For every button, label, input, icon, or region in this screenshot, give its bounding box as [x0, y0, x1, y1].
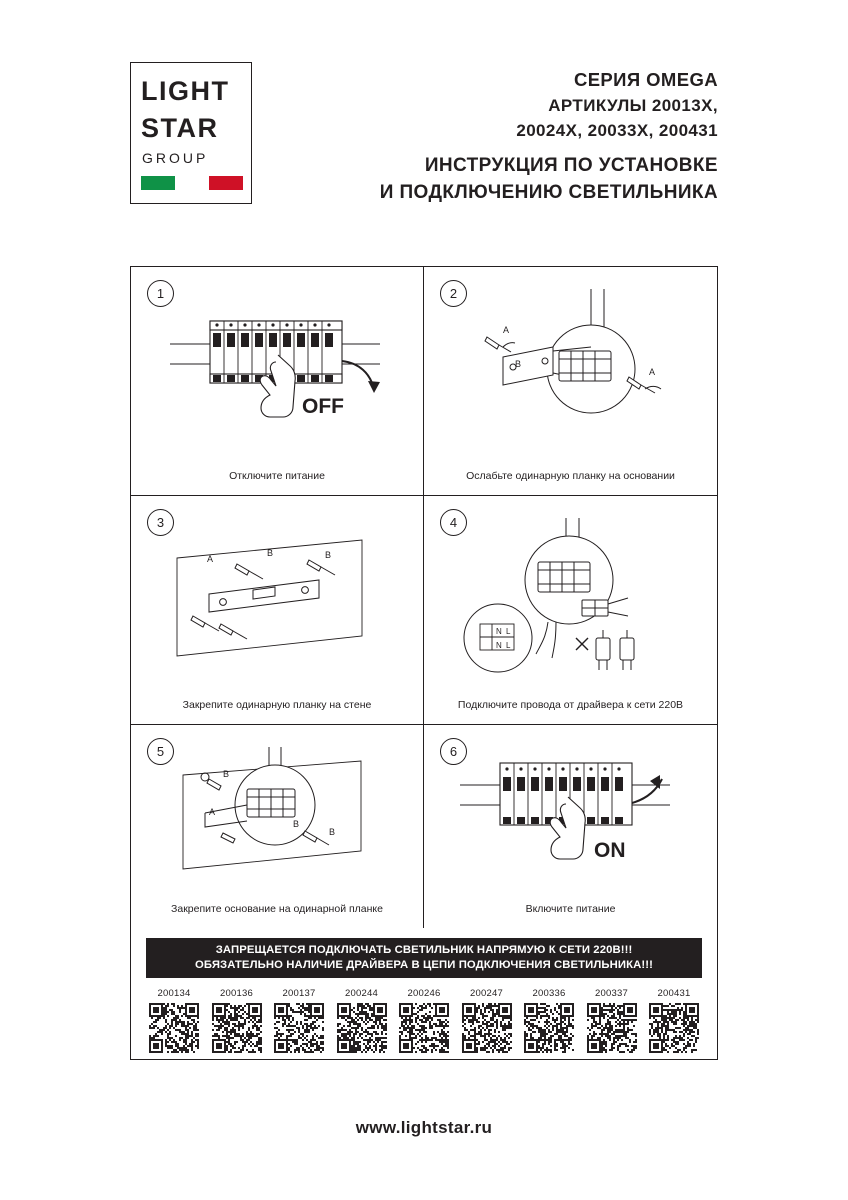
step-caption-6: Включите питание	[525, 903, 616, 915]
warning-banner	[146, 938, 702, 978]
step-caption-3: Закрепите одинарную планку на стене	[182, 699, 372, 711]
warning-line-2: ОБЯЗАТЕЛЬНО НАЛИЧИЕ ДРАЙВЕРА В ЦЕПИ ПОДКЛЮЧЕНИЯ СВЕТИЛЬНИКА!!!	[195, 959, 653, 971]
step-number-5: 5	[147, 738, 174, 765]
qr-code-label: 200244	[345, 988, 378, 999]
qr-code-icon[interactable]	[649, 1003, 699, 1053]
lightstar-logo	[130, 62, 252, 204]
step-label-on: ON	[593, 839, 625, 862]
logo-text-group: GROUP	[142, 150, 209, 166]
step-cell-1	[131, 267, 424, 496]
step-caption-2: Ослабьте одинарную планку на основании	[466, 470, 675, 482]
step-illustration-2	[424, 289, 717, 449]
svg-text:B: B	[267, 548, 274, 558]
article-line-1: АРТИКУЛЫ 20013Х,	[548, 96, 718, 115]
qr-code-icon[interactable]	[399, 1003, 449, 1053]
step-number-3: 3	[147, 509, 174, 536]
qr-code-icon[interactable]	[587, 1003, 637, 1053]
page-title: СЕРИЯ OMEGA	[573, 69, 718, 90]
qr-item	[521, 988, 577, 1053]
step-label-off: OFF	[302, 395, 344, 418]
svg-text:L: L	[505, 641, 510, 650]
logo-text-light: LIGHT	[141, 76, 230, 106]
svg-text:B: B	[223, 769, 230, 779]
qr-code-label: 200137	[282, 988, 316, 999]
svg-text:N: N	[495, 641, 502, 650]
svg-text:A: A	[207, 554, 214, 564]
qr-code-label: 200431	[657, 988, 691, 999]
step-cell-6	[424, 725, 717, 928]
qr-item	[271, 988, 327, 1053]
step-number-6: 6	[440, 738, 467, 765]
document-header	[130, 62, 718, 207]
qr-code-label: 200246	[407, 988, 441, 999]
article-line-2: 20024Х, 20033Х, 200431	[516, 121, 718, 140]
step-caption-4: Подключите провода от драйвера к сети 220В	[457, 699, 684, 711]
warning-line-1: ЗАПРЕЩАЕТСЯ ПОДКЛЮЧАТЬ СВЕТИЛЬНИК НАПРЯМУЮ К СЕТИ 220В!!!	[215, 944, 633, 956]
qr-item	[584, 988, 640, 1053]
step-illustration-1	[131, 289, 423, 449]
svg-text:A: A	[209, 807, 216, 817]
footer-url[interactable]: www.lightstar.ru	[355, 1118, 493, 1137]
step-illustration-3	[131, 518, 423, 678]
instruction-line-2: И ПОДКЛЮЧЕНИЮ СВЕТИЛЬНИКА	[379, 182, 718, 203]
step-cell-5	[131, 725, 424, 928]
qr-item	[459, 988, 515, 1053]
qr-code-icon[interactable]	[524, 1003, 574, 1053]
qr-code-label: 200337	[595, 988, 628, 999]
svg-text:B: B	[514, 359, 521, 369]
logo-text-star: STAR	[141, 113, 219, 143]
qr-code-icon[interactable]	[337, 1003, 387, 1053]
step-illustration-6	[424, 747, 717, 907]
header-titles	[380, 62, 718, 206]
qr-code-label: 200136	[220, 988, 253, 999]
svg-text:N: N	[495, 627, 502, 636]
svg-text:B: B	[329, 827, 336, 837]
svg-text:B: B	[293, 819, 300, 829]
step-number-1: 1	[147, 280, 174, 307]
qr-code-label: 200134	[157, 988, 191, 999]
step-illustration-4	[424, 518, 717, 678]
italian-flag-icon	[141, 176, 243, 190]
qr-code-icon[interactable]	[462, 1003, 512, 1053]
step-number-4: 4	[440, 509, 467, 536]
step-caption-1: Отключите питание	[229, 470, 325, 482]
step-number-2: 2	[440, 280, 467, 307]
qr-item	[396, 988, 452, 1053]
qr-code-label: 200336	[532, 988, 566, 999]
qr-code-row	[146, 988, 702, 1053]
qr-item	[334, 988, 390, 1053]
qr-item	[646, 988, 702, 1053]
step-caption-5: Закрепите основание на одинарной планке	[171, 903, 383, 915]
svg-text:A: A	[648, 367, 655, 377]
svg-text:A: A	[502, 325, 509, 335]
qr-code-label: 200247	[470, 988, 503, 999]
qr-item	[209, 988, 265, 1053]
qr-item	[146, 988, 202, 1053]
svg-text:L: L	[505, 627, 510, 636]
step-cell-3	[131, 496, 424, 725]
step-cell-2	[424, 267, 717, 496]
instruction-line-1: ИНСТРУКЦИЯ ПО УСТАНОВКЕ	[424, 155, 718, 176]
svg-text:B: B	[325, 550, 332, 560]
qr-code-icon[interactable]	[212, 1003, 262, 1053]
step-illustration-5	[131, 747, 423, 907]
qr-code-icon[interactable]	[149, 1003, 199, 1053]
qr-code-icon[interactable]	[274, 1003, 324, 1053]
step-cell-4	[424, 496, 717, 725]
